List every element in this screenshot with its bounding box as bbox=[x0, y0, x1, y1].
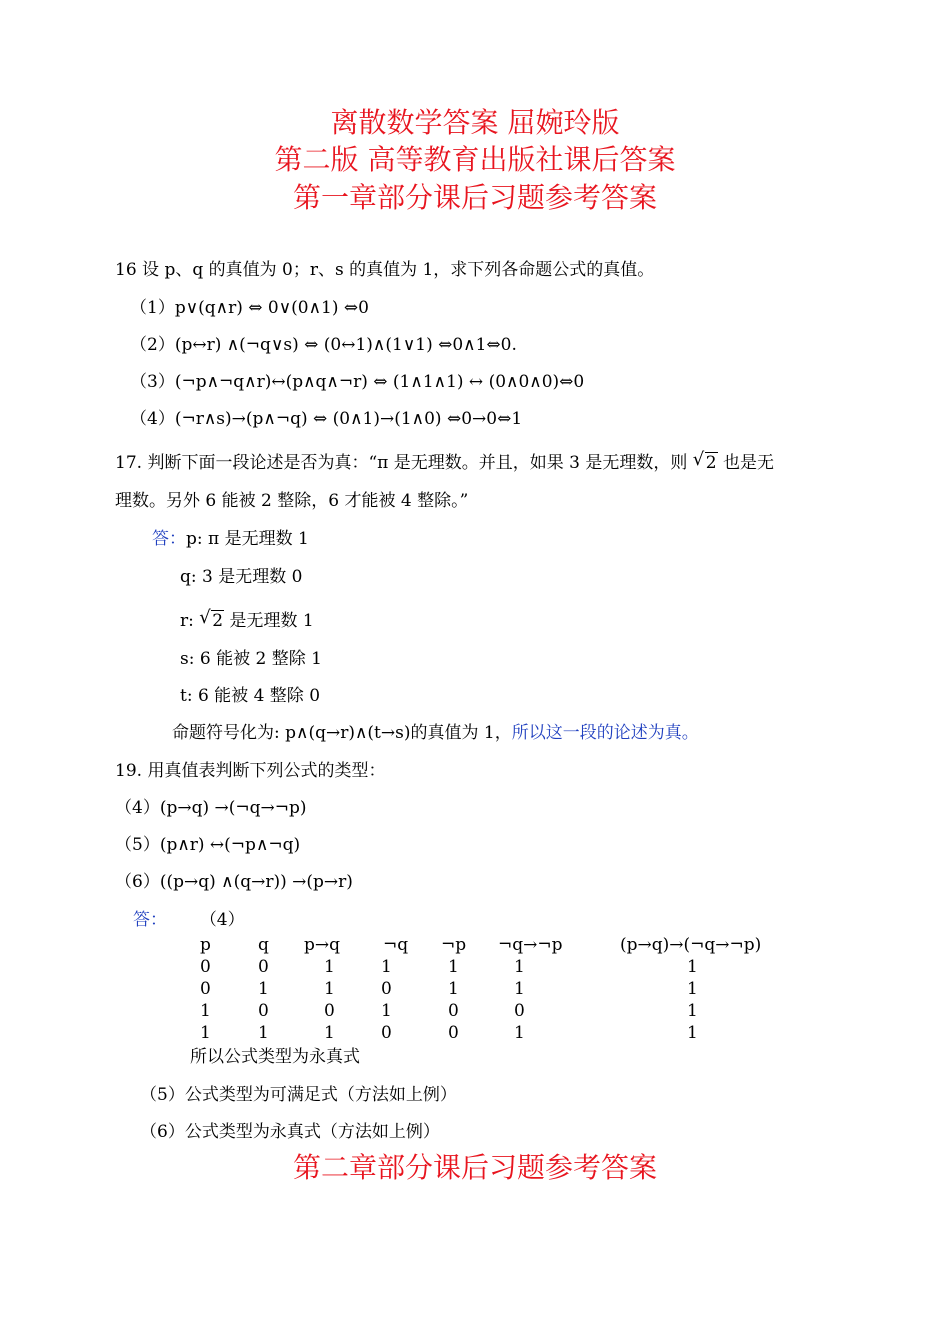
table-cell: 1 bbox=[448, 957, 459, 977]
q19-stem: 19. 用真值表判断下列公式的类型： bbox=[115, 761, 386, 781]
table-cell: 0 bbox=[200, 957, 211, 977]
header-cell: ¬p bbox=[441, 935, 467, 955]
title-1: 离散数学答案 屈婉玲版 bbox=[330, 106, 620, 139]
q19-answer bbox=[133, 909, 245, 931]
q19-item-6: （6）((p→q) ∧(q→r)) →(p→r) bbox=[115, 872, 353, 892]
q17-answer-p bbox=[152, 528, 309, 550]
title-3: 第一章部分课后习题参考答案 bbox=[292, 181, 657, 214]
q17-stem-line1 bbox=[115, 449, 774, 474]
table-cell: 0 bbox=[258, 1001, 269, 1021]
table-cell: 0 bbox=[448, 1001, 459, 1021]
chapter2-title: 第二章部分课后习题参考答案 bbox=[292, 1151, 657, 1184]
q19-note-6: （6）公式类型为永真式（方法如上例） bbox=[140, 1122, 440, 1142]
q17-answer-t: t: 6 能被 4 整除 0 bbox=[180, 686, 321, 706]
q16-item-4: （4）(¬r∧s)→(p∧¬q) ⇔ (0∧1)→(1∧0) ⇔0→0⇔1 bbox=[130, 409, 523, 429]
answer-label: 答： bbox=[152, 529, 186, 549]
table-cell: 1 bbox=[687, 979, 698, 999]
table-cell: 1 bbox=[324, 1023, 335, 1043]
q19-item-4: （4）(p→q) →(¬q→¬p) bbox=[115, 798, 307, 818]
table-cell: 1 bbox=[687, 957, 698, 977]
answer-sub: （4） bbox=[199, 910, 245, 930]
r-text: 是无理数 1 bbox=[229, 611, 314, 631]
q17-stem-line2: 理数。另外 6 能被 2 整除，6 才能被 4 整除。” bbox=[115, 491, 469, 511]
table-cell: 0 bbox=[381, 1023, 392, 1043]
table-cell: 0 bbox=[448, 1023, 459, 1043]
q19-note-5: （5）公式类型为可满足式（方法如上例） bbox=[140, 1085, 457, 1105]
table-cell: 1 bbox=[514, 1023, 525, 1043]
header-cell: (p→q)→(¬q→¬p) bbox=[620, 935, 762, 955]
sqrt-arg: 2 bbox=[705, 453, 717, 473]
table-cell: 1 bbox=[514, 979, 525, 999]
r-label: r: bbox=[180, 611, 194, 631]
table-cell: 0 bbox=[258, 957, 269, 977]
sqrt-icon: √ 2 bbox=[692, 449, 717, 473]
p-text: 是无理数 1 bbox=[224, 529, 309, 549]
q16-stem: 16 设 p、q 的真值为 0；r、s 的真值为 1，求下列各命题公式的真值。 bbox=[115, 260, 655, 280]
table-cell: 1 bbox=[448, 979, 459, 999]
conclusion-highlight: 所以这一段的论述为真。 bbox=[511, 723, 699, 743]
answer-label: 答： bbox=[133, 910, 167, 930]
table-cell: 0 bbox=[514, 1001, 525, 1021]
header-cell: p bbox=[200, 935, 211, 955]
q16-item-3: （3）(¬p∧¬q∧r)↔(p∧q∧¬r) ⇔ (1∧1∧1) ↔ (0∧0∧0)⇔0 bbox=[130, 372, 585, 392]
pi-symbol: π bbox=[377, 453, 389, 473]
q17-conclusion bbox=[172, 722, 699, 744]
q16-item-1: （1）p∨(q∧r) ⇔ 0∨(0∧1) ⇔0 bbox=[130, 298, 369, 318]
q17-answer-r bbox=[180, 607, 314, 632]
table-cell: 1 bbox=[258, 1023, 269, 1043]
table-cell: 1 bbox=[687, 1023, 698, 1043]
q19-result: 所以公式类型为永真式 bbox=[190, 1047, 360, 1067]
table-cell: 1 bbox=[381, 1001, 392, 1021]
header-cell: ¬q→¬p bbox=[498, 935, 563, 955]
p-label: p: bbox=[186, 529, 203, 549]
q17-stem-a: 17. 判断下面一段论述是否为真：“ bbox=[115, 453, 378, 473]
table-cell: 1 bbox=[324, 979, 335, 999]
pi-symbol: π bbox=[208, 529, 220, 549]
table-cell: 0 bbox=[381, 979, 392, 999]
q17-stem-c: 也是无 bbox=[723, 453, 774, 473]
header-cell: q bbox=[258, 935, 269, 955]
table-cell: 0 bbox=[200, 979, 211, 999]
q17-stem-b: 是无理数。并且，如果 3 是无理数，则 bbox=[393, 453, 688, 473]
header-cell: ¬q bbox=[383, 935, 409, 955]
table-cell: 1 bbox=[514, 957, 525, 977]
header-cell: p→q bbox=[304, 935, 341, 955]
table-cell: 1 bbox=[324, 957, 335, 977]
sqrt-icon: √ 2 bbox=[199, 607, 224, 631]
table-cell: 1 bbox=[687, 1001, 698, 1021]
conclusion-text: 命题符号化为: p∧(q→r)∧(t→s)的真值为 1， bbox=[172, 723, 512, 743]
title-2: 第二版 高等教育出版社课后答案 bbox=[274, 143, 676, 176]
table-cell: 1 bbox=[381, 957, 392, 977]
table-cell: 0 bbox=[324, 1001, 335, 1021]
sqrt-arg: 2 bbox=[212, 611, 224, 631]
table-cell: 1 bbox=[200, 1001, 211, 1021]
table-cell: 1 bbox=[200, 1023, 211, 1043]
q16-item-2: （2）(p↔r) ∧(¬q∨s) ⇔ (0↔1)∧(1∨1) ⇔0∧1⇔0. bbox=[130, 335, 517, 355]
q17-answer-q: q: 3 是无理数 0 bbox=[180, 567, 303, 587]
q17-answer-s: s: 6 能被 2 整除 1 bbox=[180, 649, 322, 669]
q19-item-5: （5）(p∧r) ↔(¬p∧¬q) bbox=[115, 835, 301, 855]
table-cell: 1 bbox=[258, 979, 269, 999]
